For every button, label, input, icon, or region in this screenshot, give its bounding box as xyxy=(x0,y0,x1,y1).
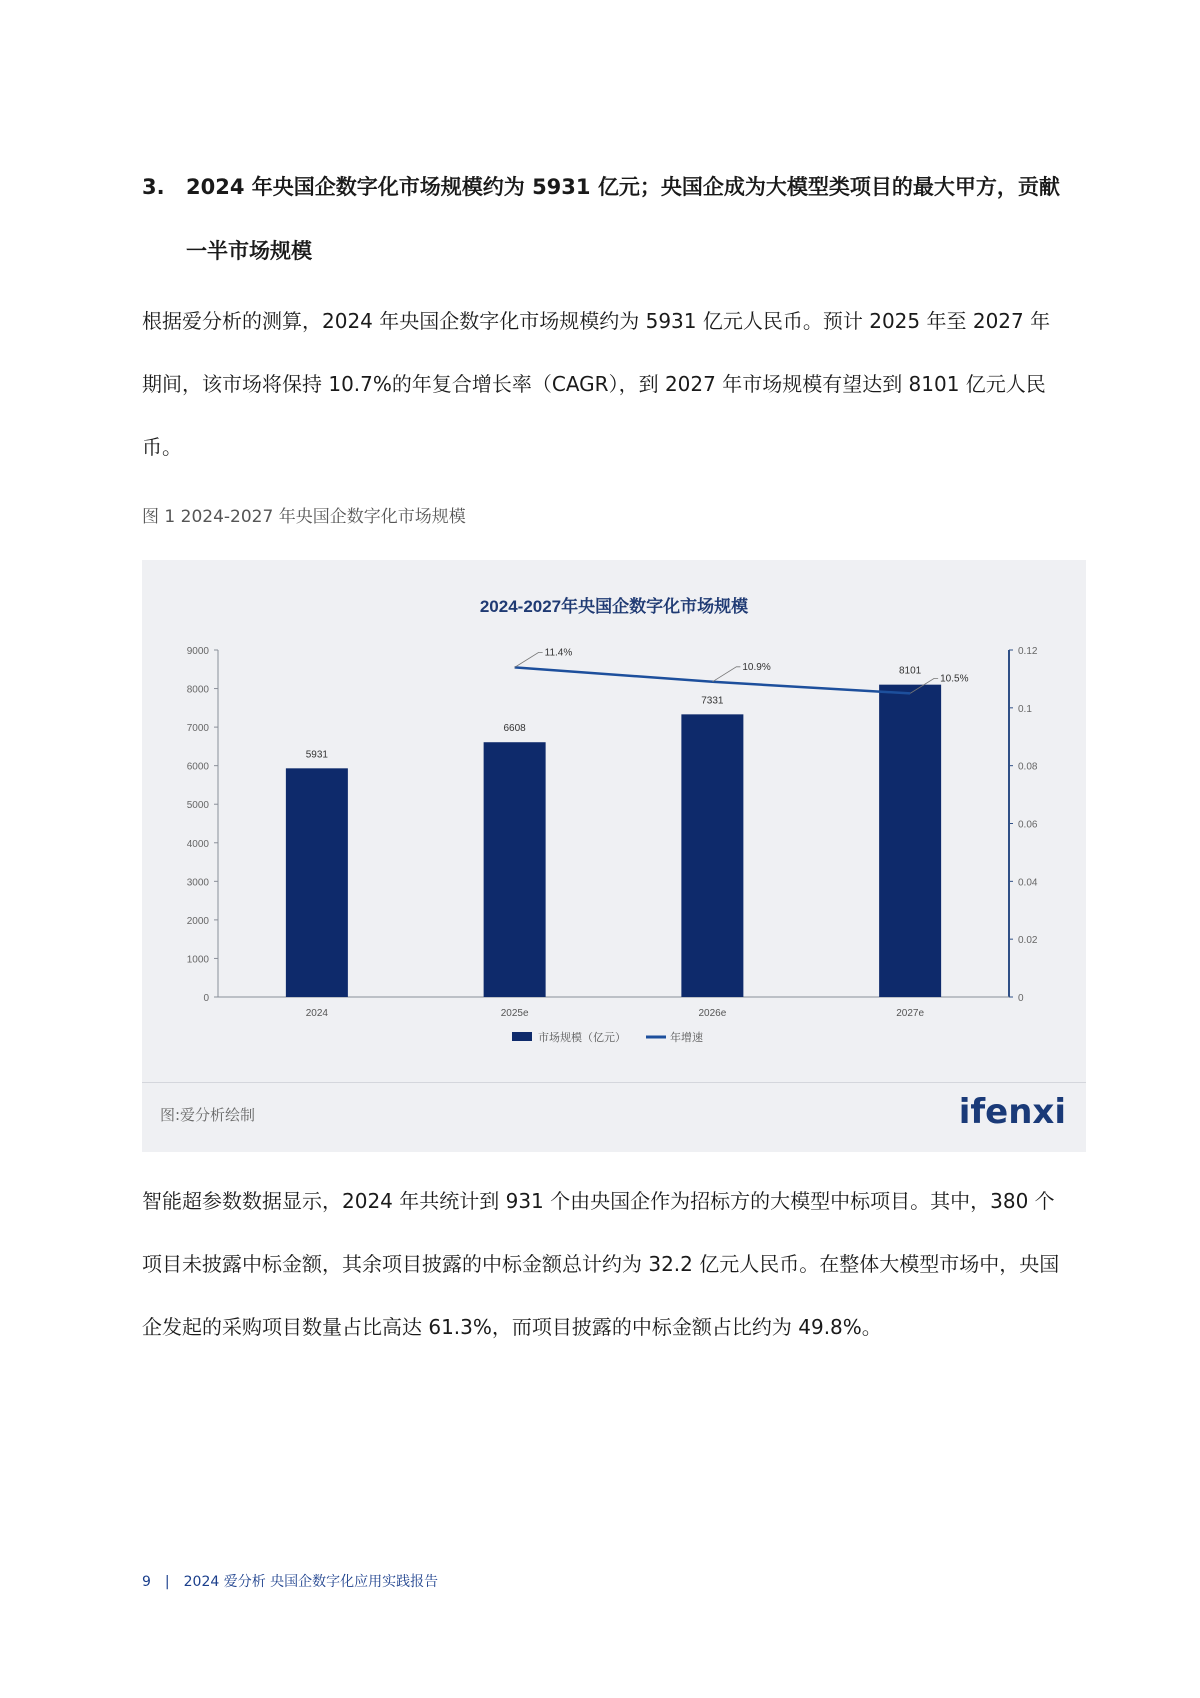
x-tick-label: 2026e xyxy=(698,1008,727,1019)
right-tick-label: 0.02 xyxy=(1018,935,1038,947)
bar xyxy=(286,768,348,997)
bar xyxy=(879,685,941,997)
right-tick-label: 0 xyxy=(1018,993,1024,1004)
market-size-chart xyxy=(142,560,1086,1082)
right-tick-label: 0.08 xyxy=(1018,761,1038,773)
right-tick-label: 0.12 xyxy=(1018,646,1038,657)
chart-container xyxy=(142,560,1086,1152)
section-heading xyxy=(142,155,1062,283)
page-footer xyxy=(142,1571,438,1591)
x-tick-label: 2024 xyxy=(305,1008,328,1019)
growth-line xyxy=(515,667,911,693)
right-tick-label: 0.1 xyxy=(1018,703,1032,715)
bar xyxy=(484,742,546,997)
legend-bar-label: 市场规模（亿元） xyxy=(538,1032,626,1044)
bar-value-label: 6608 xyxy=(503,723,526,735)
ifenxi-logo: ifenxi xyxy=(958,1092,1066,1132)
legend-bar-swatch xyxy=(512,1032,532,1041)
left-tick-label: 7000 xyxy=(186,723,209,735)
x-tick-label: 2027e xyxy=(896,1008,925,1019)
growth-label: 10.9% xyxy=(742,661,771,673)
left-tick-label: 0 xyxy=(203,993,209,1004)
right-tick-label: 0.06 xyxy=(1018,819,1038,831)
bar xyxy=(681,714,743,997)
bar-value-label: 7331 xyxy=(701,695,724,707)
x-tick-label: 2025e xyxy=(500,1008,529,1019)
bar-value-label: 8101 xyxy=(899,665,922,677)
chart-title: 2024-2027年央国企数字化市场规模 xyxy=(479,597,749,616)
chart-source: 图:爱分析绘制 xyxy=(160,1106,256,1124)
paragraph-market-size: 根据爱分析的测算，2024 年央国企数字化市场规模约为 5931 亿元人民币。预计 2025 年至 2027 年期间，该市场将保持 10.7%的年复合增长率（CAGR），到 2027 年市场规模有望达到 8101 亿元人民币。 xyxy=(142,309,1051,459)
section-number: 3. xyxy=(142,175,165,199)
chart-divider xyxy=(142,1082,1086,1083)
left-tick-label: 5000 xyxy=(186,800,209,812)
left-tick-label: 2000 xyxy=(186,915,209,927)
section-title: 2024 年央国企数字化市场规模约为 5931 亿元；央国企成为大模型类项目的最大甲方，贡献一半市场规模 xyxy=(186,175,1060,263)
page-number: 9 xyxy=(142,1574,151,1590)
growth-label: 10.5% xyxy=(940,673,969,685)
growth-label-leader xyxy=(712,667,740,682)
left-tick-label: 9000 xyxy=(186,646,209,657)
left-tick-label: 1000 xyxy=(186,954,209,966)
growth-label-leader xyxy=(515,652,543,667)
left-tick-label: 6000 xyxy=(186,761,209,773)
left-tick-label: 4000 xyxy=(186,838,209,850)
legend-line-label: 年增速 xyxy=(670,1032,703,1044)
report-title: 2024 爱分析 央国企数字化应用实践报告 xyxy=(183,1574,439,1590)
footer-separator: | xyxy=(164,1574,170,1590)
paragraph-llm-projects: 智能超参数数据显示，2024 年共统计到 931 个由央国企作为招标方的大模型中标项目。其中，380 个项目未披露中标金额，其余项目披露的中标金额总计约为 32.2 亿元人民币。在整体大模型市场中，央国企发起的采购项目数量占比高达 61.3%，而项目披露的中标金额占比约为 49.8%。 xyxy=(142,1189,1060,1339)
figure-caption: 图 1 2024-2027 年央国企数字化市场规模 xyxy=(142,507,466,527)
bar-value-label: 5931 xyxy=(305,749,328,761)
right-tick-label: 0.04 xyxy=(1018,877,1038,889)
left-tick-label: 3000 xyxy=(186,877,209,889)
growth-label: 11.4% xyxy=(544,647,573,659)
left-tick-label: 8000 xyxy=(186,684,209,696)
